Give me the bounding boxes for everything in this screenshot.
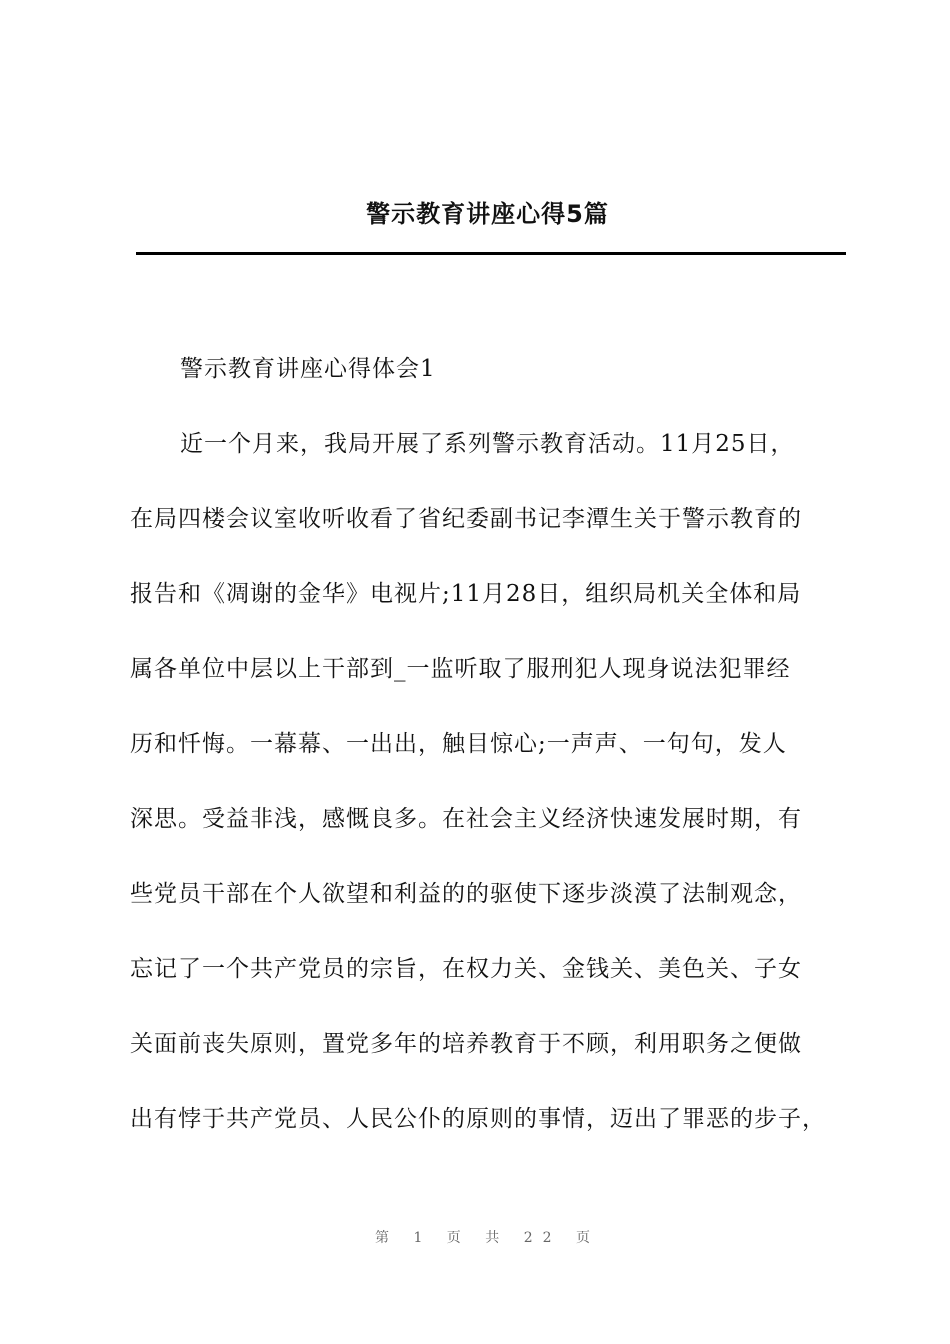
body-line: 出有悖于共产党员、人民公仆的原则的事情，迈出了罪恶的步子， — [130, 1106, 826, 1132]
body-line: 关面前丧失原则，置党多年的培养教育于不顾，利用职务之便做 — [130, 1031, 802, 1057]
body-line: 深思。受益非浅，感慨良多。在社会主义经济快速发展时期，有 — [130, 806, 802, 832]
body-line: 报告和《凋谢的金华》电视片;11月28日，组织局机关全体和局 — [130, 581, 802, 607]
body-line: 忘记了一个共产党员的宗旨，在权力关、金钱关、美色关、子女 — [130, 956, 802, 982]
body-line: 历和忏悔。一幕幕、一出出，触目惊心;一声声、一句句，发人 — [130, 731, 787, 757]
document-title: 警示教育讲座心得5篇 — [366, 200, 609, 228]
body-line: 些党员干部在个人欲望和利益的的驱使下逐步淡漠了法制观念， — [130, 881, 802, 907]
page-number-footer: 第 1 页 共 22 页 — [375, 1230, 600, 1246]
section-heading: 警示教育讲座心得体会1 — [180, 356, 436, 382]
body-line: 属各单位中层以上干部到_一监听取了服刑犯人现身说法犯罪经 — [130, 656, 791, 682]
body-line: 近一个月来，我局开展了系列警示教育活动。11月25日， — [180, 431, 795, 457]
body-line: 在局四楼会议室收听收看了省纪委副书记李潭生关于警示教育的 — [130, 506, 802, 532]
title-divider — [136, 252, 846, 255]
